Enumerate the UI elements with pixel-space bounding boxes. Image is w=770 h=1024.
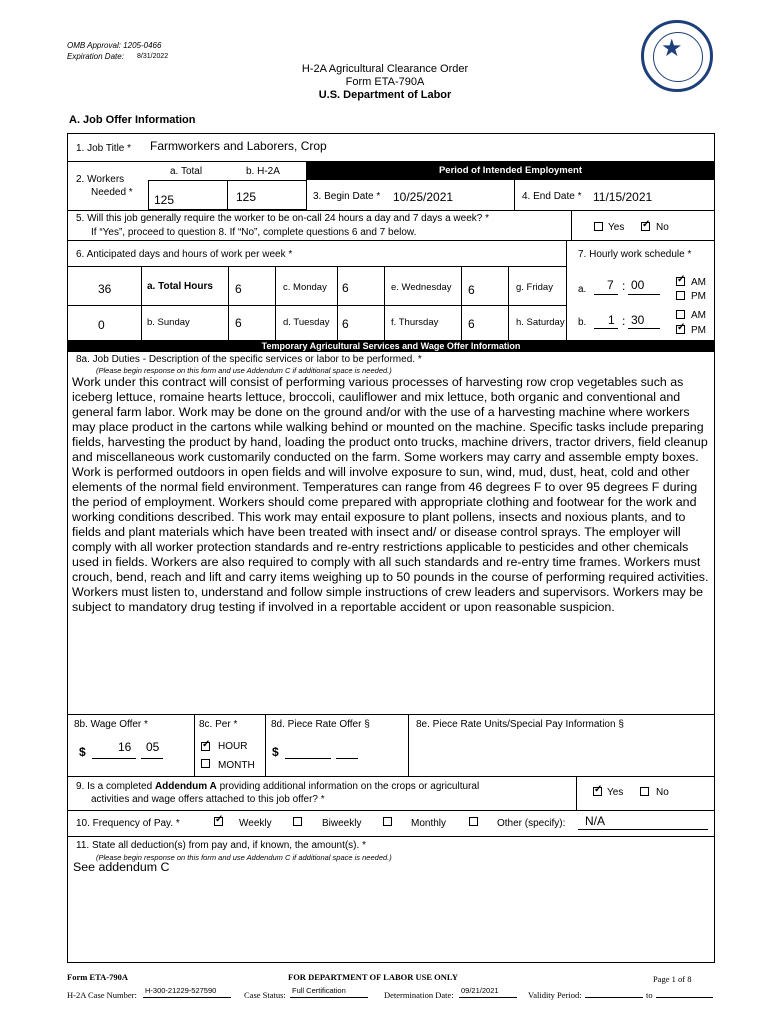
q1-label: 1. Job Title * — [76, 143, 132, 154]
wage-dollars-field[interactable]: 16 — [118, 740, 132, 754]
weekly-label: Weekly — [239, 818, 272, 829]
temp-services-header: Temporary Agricultural Services and Wage Offer Information — [67, 340, 715, 352]
q5-no-label: No — [656, 222, 669, 233]
piece-rate-cents-field[interactable] — [336, 758, 358, 759]
footer-page: Page 1 of 8 — [653, 974, 692, 984]
sunday-field[interactable]: 0 — [98, 318, 105, 332]
thursday-hours-field[interactable]: 6 — [342, 317, 349, 331]
case-status-value: Full Certification — [292, 986, 346, 995]
sched-a-am-label: AM — [691, 277, 706, 288]
q8c-label: 8c. Per * — [199, 719, 238, 730]
saturday-hours-field[interactable]: 6 — [468, 317, 475, 331]
q8b-label: 8b. Wage Offer * — [74, 719, 148, 730]
friday-label: g. Friday — [516, 282, 553, 293]
thursday-label: f. Thursday — [391, 317, 439, 328]
tuesday-label: d. Tuesday — [283, 317, 330, 328]
q6-label: 6. Anticipated days and hours of work per week * — [76, 249, 293, 260]
total-hours-label: a. Total Hours — [147, 281, 213, 292]
footer-dol-use: FOR DEPARTMENT OF LABOR USE ONLY — [288, 972, 458, 982]
sched-a-pm-label: PM — [691, 291, 706, 302]
q5-yes-label: Yes — [608, 222, 625, 233]
case-status-label: Case Status: — [244, 990, 286, 1000]
q8b-dollar-sign: $ — [79, 745, 86, 759]
q9-no-checkbox[interactable] — [640, 787, 649, 796]
per-month-label: MONTH — [218, 760, 255, 771]
piece-rate-dollars-field[interactable] — [285, 758, 331, 759]
q11-label: 11. State all deduction(s) from pay and, if known, the amount(s). * — [76, 840, 366, 851]
q8d-label: 8d. Piece Rate Offer § — [271, 719, 370, 730]
q9-line2: activities and wage offers attached to this job offer? * — [91, 794, 325, 805]
validity-to-field — [656, 997, 713, 998]
sched-b-pm-checkbox[interactable] — [676, 325, 685, 334]
validity-to-label: to — [646, 990, 653, 1000]
total-hours-field[interactable]: 36 — [98, 282, 112, 296]
q8d-dollar-sign: $ — [272, 745, 279, 759]
q8a-note: (Please begin response on this form and use Addendum C if additional space is needed.) — [96, 366, 392, 375]
wednesday-hours-field[interactable]: 6 — [342, 281, 349, 295]
workers-h2a-field[interactable]: 125 — [236, 190, 257, 204]
saturday-label: h. Saturday — [516, 317, 565, 328]
deductions-field[interactable]: See addendum C — [73, 860, 170, 874]
sched-b-label: b. — [578, 317, 587, 328]
department-name: U.S. Department of Labor — [318, 89, 452, 101]
workers-total-field[interactable]: 125 — [154, 193, 175, 207]
other-label: Other (specify): — [497, 818, 566, 829]
weekly-checkbox[interactable] — [214, 817, 223, 826]
case-number-label: H-2A Case Number: — [67, 990, 137, 1000]
per-hour-label: HOUR — [218, 741, 248, 752]
determination-label: Determination Date: — [384, 990, 454, 1000]
q9-no-label: No — [656, 787, 669, 798]
validity-from-field — [585, 997, 643, 998]
omb-approval: OMB Approval: 1205-0466 — [67, 41, 162, 50]
tuesday-hours-field[interactable]: 6 — [235, 316, 242, 330]
form-number: Form ETA-790A — [345, 76, 425, 88]
sched-b-min-field[interactable]: 30 — [631, 313, 645, 327]
q11-note: (Please begin response on this form and use Addendum C if additional space is needed.) — [96, 853, 392, 862]
q3-label: 3. Begin Date * — [313, 191, 381, 202]
validity-label: Validity Period: — [528, 990, 582, 1000]
end-date-field[interactable]: 11/15/2021 — [593, 190, 653, 204]
sched-b-hour-field[interactable]: 1 — [608, 313, 615, 327]
sched-a-pm-checkbox[interactable] — [676, 291, 685, 300]
q2b-label: b. H-2A — [246, 166, 280, 177]
dol-seal-icon: ★ — [641, 20, 713, 92]
wednesday-label: e. Wednesday — [391, 282, 452, 293]
monday-label: c. Monday — [283, 282, 327, 293]
form-title: H-2A Agricultural Clearance Order — [301, 63, 469, 75]
q8e-label: 8e. Piece Rate Units/Special Pay Information § — [416, 719, 624, 730]
sched-b-pm-label: PM — [691, 325, 706, 336]
sched-a-am-checkbox[interactable] — [676, 277, 685, 286]
sched-a-label: a. — [578, 284, 587, 295]
wage-cents-field[interactable]: 05 — [146, 740, 160, 754]
q5-no-checkbox[interactable] — [641, 222, 650, 231]
sched-b-colon: : — [622, 314, 626, 328]
q9-line1: 9. Is a completed Addendum A providing additional information on the crops or agricultural — [76, 781, 480, 792]
monthly-label: Monthly — [411, 818, 447, 829]
sched-b-am-checkbox[interactable] — [676, 310, 685, 319]
q2a-label: a. Total — [170, 166, 203, 177]
expiration-date: 8/31/2022 — [137, 53, 169, 60]
per-hour-checkbox[interactable] — [201, 742, 210, 751]
job-duties-field[interactable]: Work under this contract will consist of performing various processes of harvesting row crop vegetables such as iceberg lettuce, romaine hearts lettuce, broccoli, cauliflower and mix lettuce, both organic and conventional and general farm labor. Work may be done on the ground and/or with the use of a harvesting machine where workers may place product in the cartons while walking behind or mounted on the machine. Specific tasks include preparing fields, harvesting the product by hand, loading the product onto trucks, machine drivers, tractor drivers, field cleanup and miscellaneous work customarily conducted on the farm. Some workers may carry and assemble empty boxes. Work is performed outdoors in open fields and will involve exposure to sun, wind, mud, dust, heat, cold and other elements of the normal field environment. Temperatures can range from 46 degrees F to over 95 degrees F during the period of employment. Workers should come prepared with appropriate clothing and footwear for the work and working conditions described. This work may entail exposure to plant pollens, insects and noxious plants, and to fields and plant materials which have been treated with insect and/ or disease control sprays. The employer will comply with all worker protection standards and re-entry restrictions applicable to pesticides and other chemicals used in fields. Workers are also required to comply with all such standards and re-entry time frames. Workers must crouch, bend, reach and lift and carry items weighing up to 50 pounds in the course of performing required activities. Workers must listen to, understand and follow simple instructions of crew leaders and supervisors. Workers may be subject to mandatory drug testing if involved in a reportable accident or upon reasonable suspicion. — [72, 375, 709, 614]
footer-form: Form ETA-790A — [67, 972, 128, 982]
other-checkbox[interactable] — [469, 817, 478, 826]
determination-value: 09/21/2021 — [461, 986, 499, 995]
sched-a-colon: : — [622, 279, 626, 293]
q9-yes-label: Yes — [607, 787, 624, 798]
sched-a-hour-field[interactable]: 7 — [607, 278, 614, 292]
q2-label-1: 2. Workers — [76, 174, 125, 185]
expiration-label: Expiration Date: — [67, 52, 124, 61]
q10-label: 10. Frequency of Pay. * — [76, 818, 180, 829]
q9-yes-checkbox[interactable] — [593, 787, 602, 796]
section-a-heading: A. Job Offer Information — [69, 114, 196, 126]
per-month-checkbox[interactable] — [201, 759, 210, 768]
begin-date-field[interactable]: 10/25/2021 — [393, 190, 454, 204]
sunday-label: b. Sunday — [147, 317, 190, 328]
monday-field[interactable]: 6 — [235, 282, 242, 296]
biweekly-checkbox[interactable] — [293, 817, 302, 826]
q5-yes-checkbox[interactable] — [594, 222, 603, 231]
q8a-label: 8a. Job Duties - Description of the specific services or labor to be performed. * — [76, 354, 422, 365]
friday-hours-field[interactable]: 6 — [468, 283, 475, 297]
q5-line1: 5. Will this job generally require the worker to be on-call 24 hours a day and 7 days a week? * — [76, 213, 490, 224]
biweekly-label: Biweekly — [322, 818, 362, 829]
period-header: Period of Intended Employment — [306, 161, 715, 180]
sched-a-min-field[interactable]: 00 — [631, 278, 645, 292]
monthly-checkbox[interactable] — [383, 817, 392, 826]
q5-line2: If “Yes”, proceed to question 8. If “No”, complete questions 6 and 7 below. — [91, 227, 417, 238]
sched-b-am-label: AM — [691, 310, 706, 321]
other-specify-field[interactable]: N/A — [585, 814, 606, 828]
q7-label: 7. Hourly work schedule * — [578, 249, 692, 260]
q2-label-2: Needed * — [91, 187, 133, 198]
job-title-field[interactable]: Farmworkers and Laborers, Crop — [150, 139, 327, 153]
q4-label: 4. End Date * — [522, 191, 582, 202]
case-number-value: H-300-21229-527590 — [145, 986, 217, 995]
